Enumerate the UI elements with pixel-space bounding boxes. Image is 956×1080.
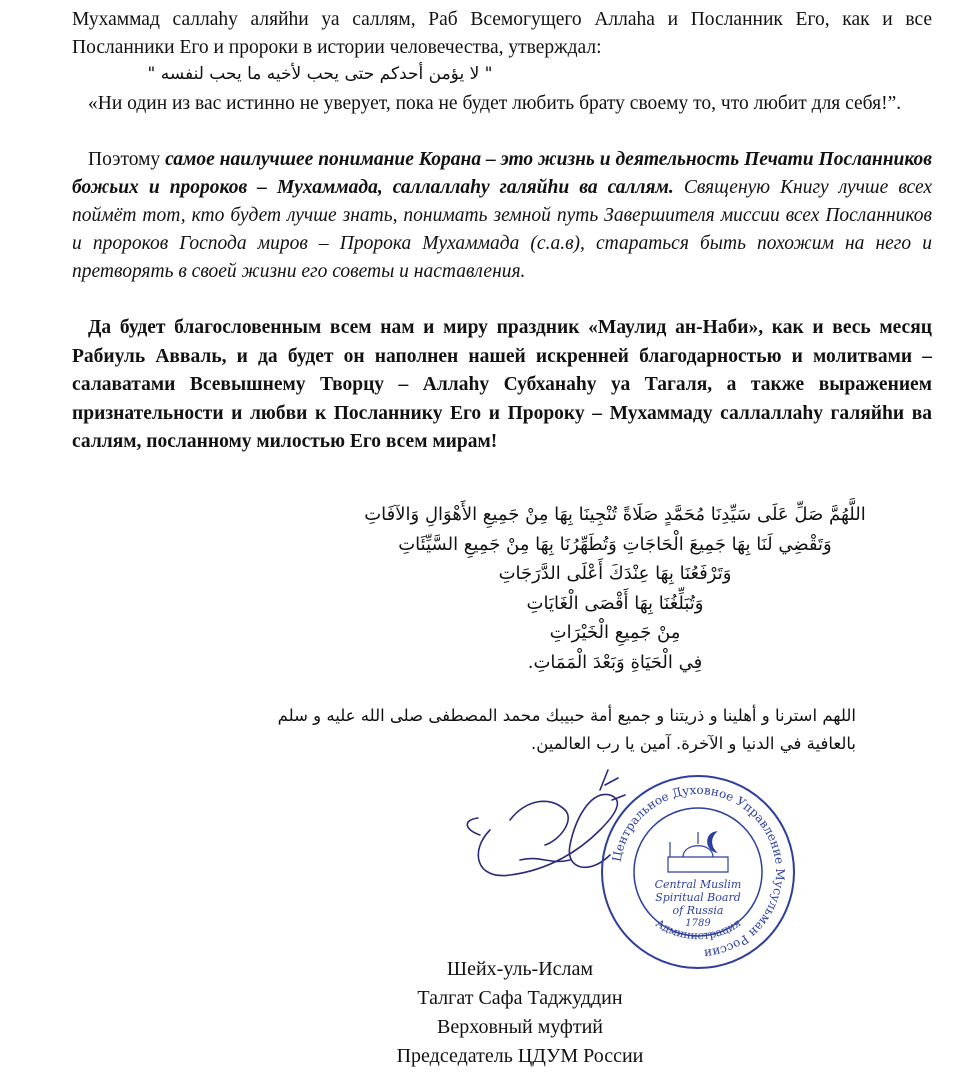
seal-bottom-text: Администрация: [653, 916, 744, 943]
official-seal: [598, 772, 798, 972]
signatory-organization: Председатель ЦДУМ России: [396, 1045, 644, 1067]
mosque-icon: [668, 832, 728, 872]
hadith-arabic: " لا يؤمن أحدكم حتى يحب لأخيه ما يحب لنفسه ": [147, 64, 493, 84]
signatory-name: Талгат Сафа Таджуддин: [417, 987, 623, 1009]
salawat-line: اللَّهُمَّ صَلِّ عَلَى سَيِّدِنَا مُحَمَّدٍ صَلَاةً تُنْجِينَا بِهَا مِنْ جَمِيعِ الأَهْوَالِ وَالآفَاتِ: [364, 504, 866, 525]
paragraph-lead: Поэтому: [88, 149, 166, 170]
paragraph-intro: Мухаммад саллаһу аляйһи уа саллям, Раб Всемогущего Аллаһа и Посланник Его, как и все Посланники Его и пророки в истории человечества, утверждал:: [72, 9, 932, 58]
signatory-position: Верховный муфтий: [436, 1016, 603, 1038]
salawat-line: وَتَرْفَعُنَا بِهَا عِنْدَكَ أَعْلَى الدَّرَجَاتِ: [498, 563, 732, 584]
closing-prayer-line: اللهم استرنا و أهلينا و ذريتنا و جميع أمة حبيبك محمد المصطفى صلى الله عليه و سلم: [277, 706, 856, 725]
closing-prayer-line: بالعافية في الدنيا و الآخرة. آمين يا رب العالمين.: [530, 734, 856, 753]
signature-block: [360, 955, 680, 1071]
signatory-title: Шейх-уль-Ислам: [446, 958, 594, 980]
closing-prayer: [236, 702, 856, 758]
salawat-line: وَتُبَلِّغُنَا بِهَا أَقْصَى الْغَايَاتِ: [526, 592, 704, 614]
seal-center-line: of Russia: [672, 904, 724, 917]
hadith-translation: «Ни один из вас истинно не уверует, пока не будет любить брату своему то, что любит для себя!”.: [88, 93, 902, 114]
paragraph-quran-understanding: [72, 146, 932, 286]
seal-center-line: Spiritual Board: [655, 891, 741, 904]
salawat-line: مِنْ جَمِيعِ الْخَيْرَاتِ: [549, 622, 681, 643]
salawat-line: وَتَقْضِي لَنَا بِهَا جَمِيعَ الْحَاجَاتِ وَتُطَهِّرُنَا بِهَا مِنْ جَمِيعِ السَّيِّئَاتِ: [398, 533, 832, 555]
seal-ring-text: Центральное Духовное Управление Мусульман России: [609, 782, 788, 961]
paragraph-italic: Священую Книгу лучше всех поймёт тот, кто будет лучше знать, понимать земной путь Завершителя миссии всех Посланников и пророков Господа миров – Пророка Мухаммада (с.а.в), стараться быть похожим на него и претворять в своей жизни его советы и наставления.: [72, 177, 932, 282]
paragraph-mawlid: Да будет благословенным всем нам и миру праздник «Маулид ан-Наби», как и весь месяц Рабиуль Авваль, и да будет он наполнен нашей искренней благодарностью и молитвами – салаватами Всевышнему Творцу – Аллаһу Субханаһу уа Тагаля, а также выражением признательности и любви к Посланнику Его и Пророку – Мухаммаду саллаллаһу галяйһи ва саллям, посланному милостью Его всем мирам!: [72, 317, 932, 452]
paragraph-emphasis: самое наилучшее понимание Корана – это жизнь и деятельность Печати Посланников божьих и пророков – Мухаммада, саллаллаһу галяйһи ва саллям.: [72, 149, 932, 198]
salawat-prayer: [300, 500, 930, 677]
seal-center-line: 1789: [685, 918, 711, 929]
salawat-line: فِي الْحَيَاةِ وَبَعْدَ الْمَمَاتِ.: [527, 651, 703, 673]
seal-center-line: Central Muslim: [654, 878, 742, 891]
